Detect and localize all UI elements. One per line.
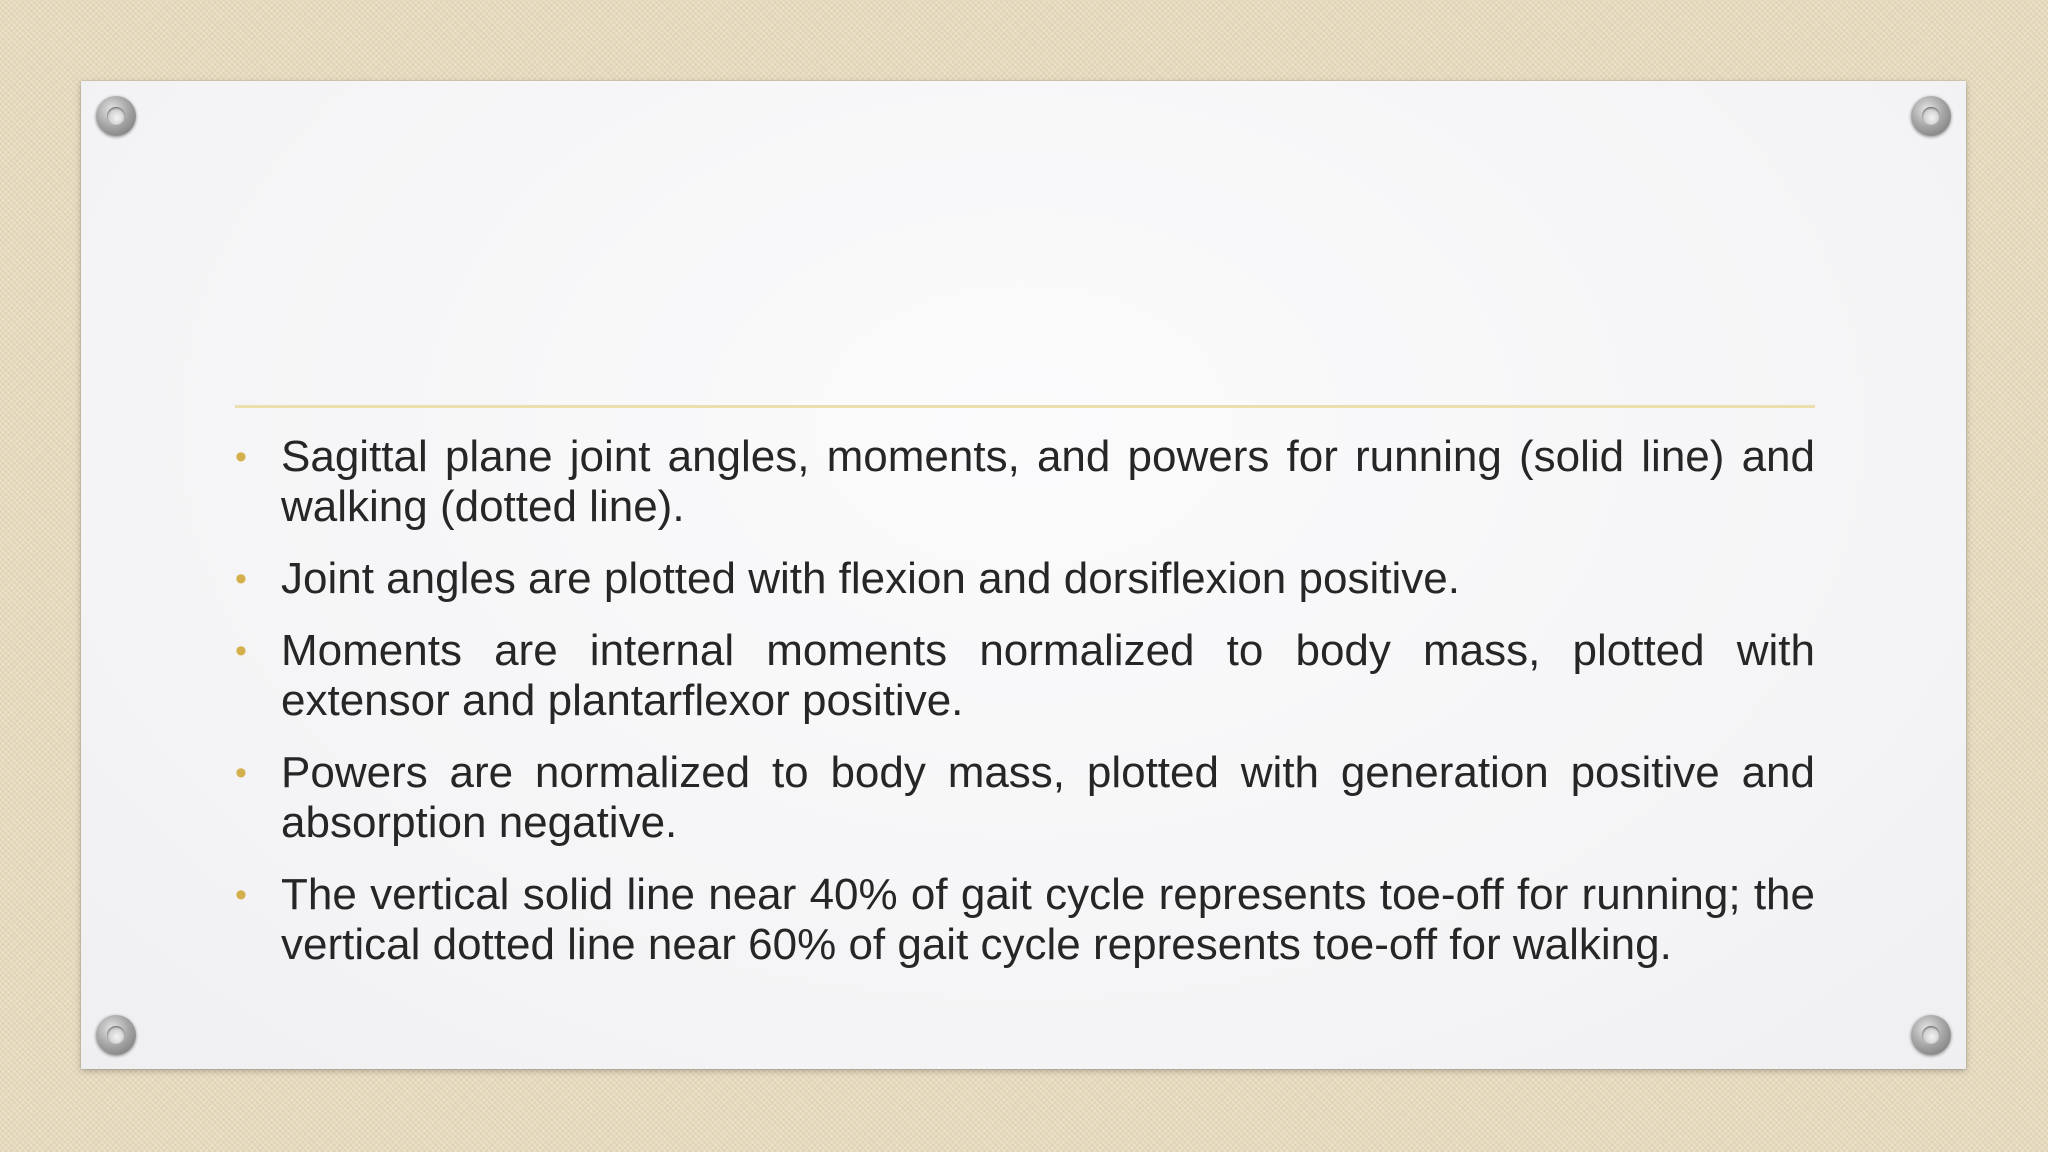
bullet-item [235,432,1815,532]
grommet-icon [1911,96,1951,136]
title-divider [235,405,1815,408]
bullet-item [235,626,1815,726]
bullet-text: Moments are internal moments normalized to body mass, plotted with extensor and plantarflexor positive. [281,626,1815,725]
bullet-item [235,870,1815,970]
bullet-dot-icon: • [235,560,247,598]
bullet-text: Powers are normalized to body mass, plotted with generation positive and absorption negative. [281,748,1815,847]
bullet-item [235,748,1815,848]
bullet-list [235,432,1815,970]
grommet-icon [1911,1015,1951,1055]
bullet-dot-icon: • [235,632,247,670]
bullet-text: The vertical solid line near 40% of gait cycle represents toe-off for running; the vertical dotted line near 60% of gait cycle represents toe-off for walking. [281,870,1815,969]
bullet-dot-icon: • [235,876,247,914]
bullet-dot-icon: • [235,438,247,476]
bullet-dot-icon: • [235,754,247,792]
bullet-text: Sagittal plane joint angles, moments, and powers for running (solid line) and walking (dotted line). [281,432,1815,531]
grommet-icon [96,96,136,136]
grommet-icon [96,1015,136,1055]
slide-body [235,432,1815,992]
bullet-item [235,554,1815,604]
bullet-text: Joint angles are plotted with flexion and dorsiflexion positive. [281,554,1460,603]
